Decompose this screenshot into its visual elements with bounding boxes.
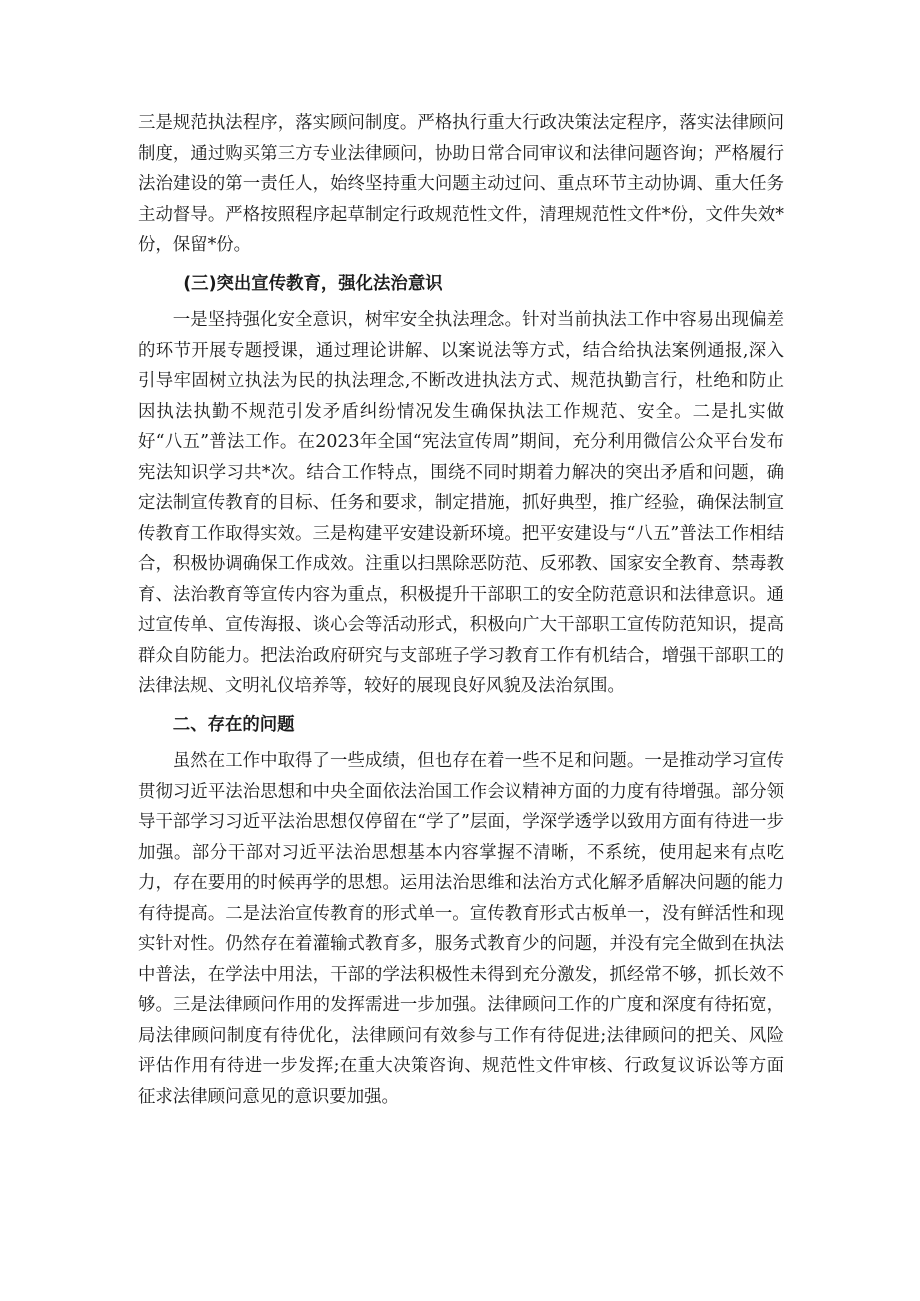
document-page <box>138 108 784 1112</box>
section-heading-existing-problems: 二、存在的问题 <box>172 714 295 735</box>
section-heading-publicity-education: (三)突出宣传教育，强化法治意识 <box>183 273 443 294</box>
paragraph-problems: 虽然在工作中取得了一些成绩，但也存在着一些不足和问题。一是推动学习宣传贯彻习近平法治思想和中央全面依法治国工作会议精神方面的力度有待增强。部分领导干部学习习近平法治思想仅停留在“学了”层面，学深学透学以致用方面有待进一步加强。部分干部对习近平法治思想基本内容掌握不清晰，不系统，使用起来有点吃力，存在要用的时候再学的思想。运用法治思维和法治方式化解矛盾解决问题的能力有待提高。二是法治宣传教育的形式单一。宣传教育形式古板单一，没有鲜活性和现实针对性。仍然存在着灌输式教育多，服务式教育少的问题，并没有完全做到在执法中普法，在学法中用法，干部的学法积极性未得到充分激发，抓经常不够，抓长效不够。三是法律顾问作用的发挥需进一步加强。法律顾问工作的广度和深度有待拓宽，局法律顾问制度有待优化，法律顾问有效参与工作有待促进;法律顾问的把关、风险评估作用有待进一步发挥;在重大决策咨询、规范性文件审核、行政复议诉讼等方面征求法律顾问意见的意识要加强。 <box>138 751 784 1107</box>
paragraph-regulate-procedure: 三是规范执法程序，落实顾问制度。严格执行重大行政决策法定程序，落实法律顾问制度，通过购买第三方专业法律顾问，协助日常合同审议和法律问题咨询；严格履行法治建设的第一责任人，始终坚持重大问题主动过问、重点环节主动协调、重大任务主动督导。严格按照程序起草制定行政规范性文件，清理规范性文件*份，文件失效*份，保留*份。 <box>138 113 784 255</box>
paragraph-safety-awareness: 一是坚持强化安全意识，树牢安全执法理念。针对当前执法工作中容易出现偏差的环节开展专题授课，通过理论讲解、以案说法等方式，结合给执法案例通报,深入引导牢固树立执法为民的执法理念,不断改进执法方式、规范执勤言行，杜绝和防止因执法执勤不规范引发矛盾纠纷情况发生确保执法工作规范、安全。二是扎实做好“八五”普法工作。在2023年全国“宪法宣传周”期间，充分利用微信公众平台发布宪法知识学习共*次。结合工作特点，围绕不同时期着力解决的突出矛盾和问题，确定法制宣传教育的目标、任务和要求，制定措施，抓好典型，推广经验，确保法制宣传教育工作取得实效。三是构建平安建设新环境。把平安建设与“八五”普法工作相结合，积极协调确保工作成效。注重以扫黑除恶防范、反邪教、国家安全教育、禁毒教育、法治教育等宣传内容为重点，积极提升干部职工的安全防范意识和法律意识。通过宣传单、宣传海报、谈心会等活动形式，积极向广大干部职工宣传防范知识，提高群众自防能力。把法治政府研究与支部班子学习教育工作有机结合，增强干部职工的法律法规、文明礼仪培养等，较好的展现良好风貌及法治氛围。 <box>138 310 784 696</box>
